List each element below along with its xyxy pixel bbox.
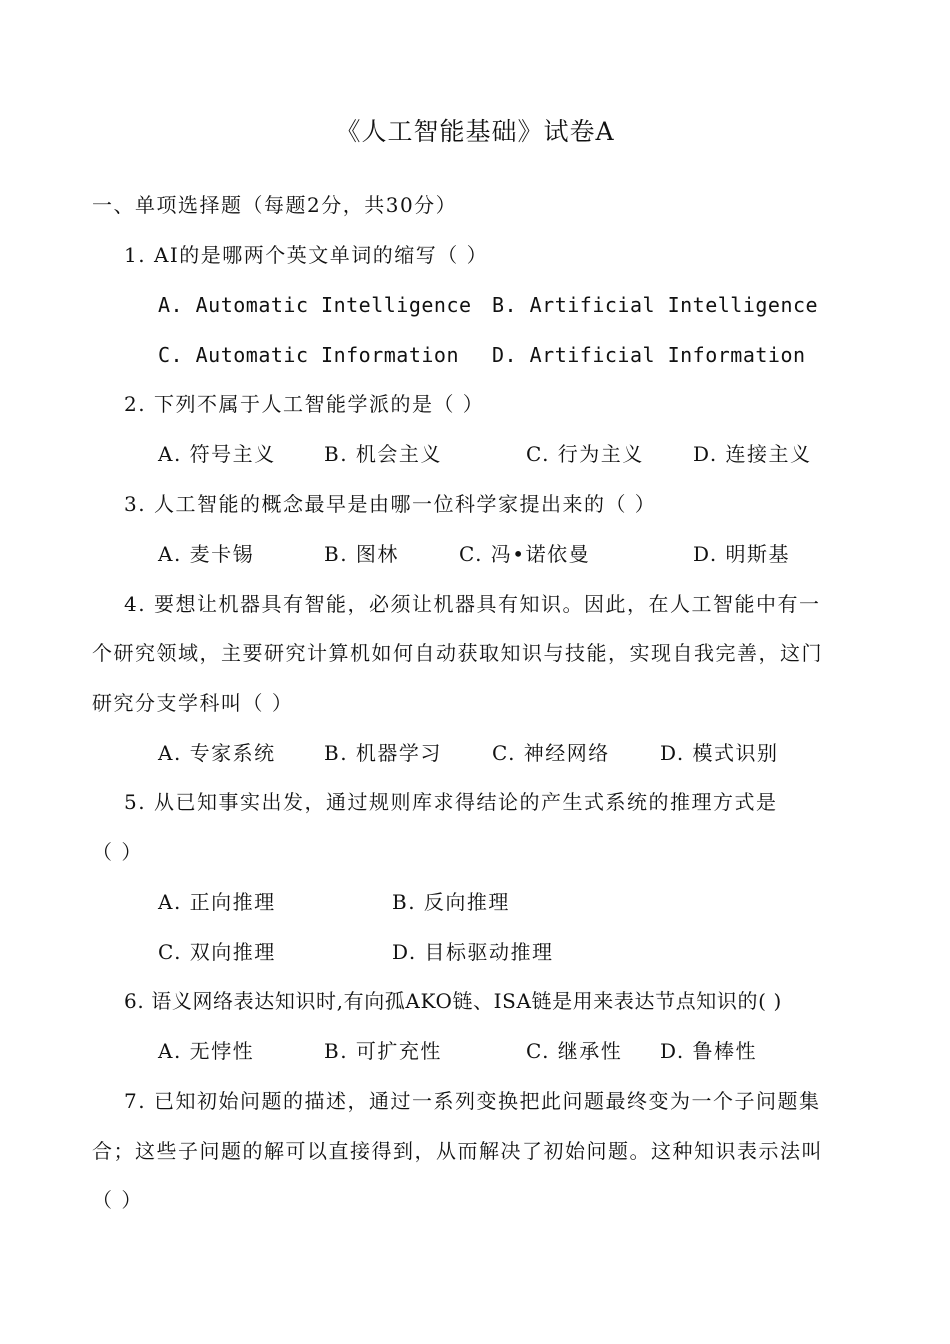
q3-option-b: B. 图林 — [324, 542, 399, 566]
q4-option-c: C. 神经网络 — [492, 741, 610, 765]
q2-option-a: A. 符号主义 — [158, 442, 276, 466]
q2-option-d: D. 连接主义 — [693, 442, 812, 466]
question-3-text: 3. 人工智能的概念最早是由哪一位科学家提出来的（ ） — [124, 492, 657, 516]
q1-option-d: D. Artificial Information — [492, 343, 806, 367]
q2-option-c: C. 行为主义 — [526, 442, 644, 466]
q6-option-a: A. 无悖性 — [158, 1039, 255, 1063]
q6-option-d: D. 鲁棒性 — [660, 1039, 758, 1063]
q1-option-a: A. Automatic Intelligence — [158, 293, 472, 317]
exam-title: 《人工智能基础》试卷A — [335, 117, 615, 146]
q2-option-b: B. 机会主义 — [324, 442, 442, 466]
question-2-text: 2. 下列不属于人工智能学派的是（ ） — [124, 392, 485, 416]
question-5-line-1: 5. 从已知事实出发，通过规则库求得结论的产生式系统的推理方式是 — [124, 790, 778, 814]
q6-option-b: B. 可扩充性 — [324, 1039, 442, 1063]
q4-option-d: D. 模式识别 — [660, 741, 779, 765]
question-4-line-2: 个研究领域，主要研究计算机如何自动获取知识与技能，实现自我完善，这门 — [92, 641, 823, 665]
q3-option-d: D. 明斯基 — [693, 542, 791, 566]
q5-option-a: A. 正向推理 — [158, 890, 276, 914]
q3-option-a: A. 麦卡锡 — [158, 542, 255, 566]
question-5-line-2: （ ） — [92, 840, 143, 864]
q5-option-c: C. 双向推理 — [158, 940, 276, 964]
question-7-line-2: 合；这些子问题的解可以直接得到，从而解决了初始问题。这种知识表示法叫 — [92, 1139, 823, 1163]
q1-option-b: B. Artificial Intelligence — [492, 293, 819, 317]
q6-option-c: C. 继承性 — [526, 1039, 623, 1063]
section-heading: 一、单项选择题（每题2分，共30分） — [92, 193, 458, 217]
question-7-line-3: （ ） — [92, 1188, 143, 1212]
q1-option-c: C. Automatic Information — [158, 343, 459, 367]
question-7-line-1: 7. 已知初始问题的描述，通过一系列变换把此问题最终变为一个子问题集 — [124, 1089, 821, 1113]
q4-option-a: A. 专家系统 — [158, 741, 276, 765]
question-1-text: 1. AI的是哪两个英文单词的缩写（ ） — [124, 243, 489, 267]
q5-option-d: D. 目标驱动推理 — [392, 940, 554, 964]
question-6-text: 6. 语义网络表达知识时,有向孤AKO链、ISA链是用来表达节点知识的( ) — [124, 989, 782, 1013]
q3-option-c: C. 冯•诺依曼 — [459, 542, 591, 566]
q5-option-b: B. 反向推理 — [392, 890, 510, 914]
question-4-line-1: 4. 要想让机器具有智能，必须让机器具有知识。因此，在人工智能中有一 — [124, 592, 821, 616]
q4-option-b: B. 机器学习 — [324, 741, 442, 765]
question-4-line-3: 研究分支学科叫（ ） — [92, 691, 294, 715]
